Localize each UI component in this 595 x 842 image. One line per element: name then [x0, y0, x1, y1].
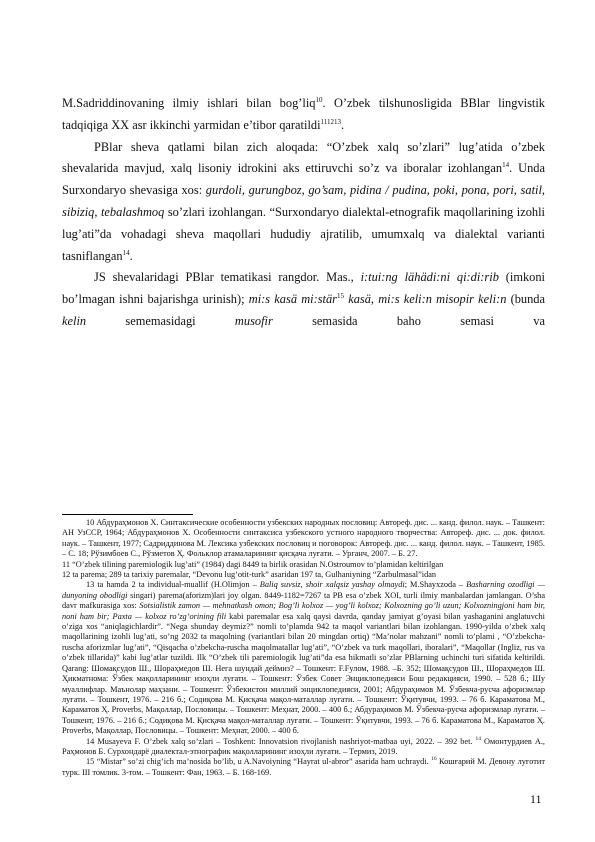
text-run: kabi paremalar esa xalq qaysi davrda, qanday jamiyat g’oyasi bilan yashaganini anglatuvchi o’ziga xos “aniqlagichlardir”. “Nega shunday deymiz?” nomli to’plamda 942 ta maqol variantlari bilan izohlangan. 1990-yilda o’zbek xalq maqollarining izohli lug’ati, so’ng 2032 ta maqolning (variantlari bilan 20 mingdan ortiq) “Ma’nolar mahzani” nomli to’plami , “O’zbekcha-ruscha aforizmlar lug’ati”, “Qisqacha o’zbekcha-ruscha maqolmatallar lug’ati”, “O’zbek va turk maqollari, iboralari”, “Maqollar (Ingliz, rus va o’zbek tillarida)” kabi lug’atlar tuzildi. Ilk “O’zbek tili paremiologik lug’ati”da esa hikmatli so’zlar PBlarning uchinchi turi sifatida keltirildi. Qarang: Шомақсудов Ш., Шораҳмедов Ш. Нега шундай деймиз? – Тошкент: F.Fулом, 1988. –Б. 352; Шомақсудов Ш., Шораҳмедов Ш. Ҳикматнома: Ўзбек мақолларининг изоҳли луғати. – Тошкент: Ўзбек Совет Энциклопедияси Бош редакцияси, 1990. – 528 б.; Шу муаллифлар. Маънолар маҳзани. – Тошкент: Ўзбекистон миллий энциклопедияси, 2001; Абдураҳимов М. Ўзбекча-русча афоризмлар луғати. – Тошкент, 1976. – 216 б.; Содиқова М. Қисқача мақол-маталлар луғати. – Тошкент: Ўқитувчи, 1993. – 76 б. Караматова М., Караматов Ҳ. Proverbs, Мақоллар, Пословицы. – Тошкент: Меҳнат, 2000. – 400 б.; Абдураҳимов М. Ўзбекча-русча афоризмлар луғати. – Тошкент, 1976. – 216 б.; Содиқова М. Қисқача мақол-маталлар луғати. – Тошкент: Ўқитувчи, 1993. – 76 б. Караматова М., Караматов Ҳ. Proverbs, Мақоллар, Пословицы. – Тошкент: Меҳнат, 2000. – 400 б.	[62, 611, 545, 736]
footnote-ref: 14	[475, 735, 481, 742]
page-number: 11	[530, 792, 542, 806]
text-run: 15 “Mistar” so’zi chig’ich ma’nosida bo’lib, u A.Navoiyning “Hayrat ul-abror” asarida ham uchraydi.	[86, 757, 432, 767]
text-run: semasida baho semasi va	[272, 313, 545, 328]
footnote-13	[62, 580, 545, 736]
text-run: so’zlari izohlangan. “Surxondaryo dialektal-etnografik maqollarining izohli lug’ati”da vohadagi sheva maqollari hududiy ajratilib, umumxalq va dialektal varianti tasniflangan	[62, 204, 545, 263]
dialect-words: gurdoli, gurungboz, go’sam, pidina / pudina, poki, pona, pori, satil, sibiziq, tebalashmoq	[62, 183, 545, 219]
quote: Basharning ozodligi — dunyoning obodligi	[62, 580, 545, 600]
text-run: (imkoni bo’lmagan ishni bajarishga urinish);	[62, 270, 545, 307]
dialect-example: kasä, mi:s keli:n misopir keli:n	[344, 292, 507, 307]
footnote-ref: 111213	[320, 117, 342, 126]
main-text	[62, 93, 545, 333]
dialect-word: musofir	[234, 313, 273, 328]
footnote-11: 11 “O’zbek tilining paremiologik lug’ati” (1984) dagi 8449 ta birlik orasidan N.Ostroumov to’plamidan keltirilgan	[62, 559, 444, 569]
text-run: . O’zbek tilshunosligida BBlar lingvistik tadqiqiga XX asr ikkinchi yarmidan e’tibor qaratildi	[62, 96, 545, 132]
footnote-12: 12 ta parema; 289 ta tarixiy paremalar, “Devonu lug’otit-turk” asaridan 197 ta, Gulhaniyning “Zarbulmasal”idan	[62, 570, 437, 580]
text-run: Омонтурдиев А., Раҳмонов Б. Сурхондарё диалектал-этнографик мақолларининг изоҳли луғати. – Термиз, 2019.	[62, 736, 545, 756]
dialect-example: i:tui:ng lähädi:ni qi:di:rib	[360, 270, 499, 285]
paragraph-2	[62, 137, 545, 268]
text-run: . Unda Surxondaryo shevasiga xos:	[62, 161, 545, 198]
footnote-ref: 10	[315, 95, 323, 104]
text-run: sememasidagi	[86, 313, 235, 328]
footnote-ref: 14	[122, 248, 130, 257]
text-run: .	[341, 117, 345, 132]
footnote-10: 10 Абдураҳмонов Х. Синтаксические особенности узбекских народных пословиц: Автореф. дис. ... канд. филол. наук. – Ташкент: АН УзССР, 1964; Абдураҳмонов Х. Особенности синтаксиса узбекского устного народного творчества: Автореф. дис. ... док. филол. наук. – Ташкент, 1977; Садриддинова М. Лексика узбекских пословиц и поговорок: Автореф. дис. ... канд. филол. наук. – Ташкент, 1985. – С. 18; Рўзимбоев С., Рўзметов Ҳ. Фольклор атамаларининг қисқача луғати. – Урганч, 2007. – Б. 27.	[62, 518, 545, 559]
text-run: PBlar sheva qatlami bilan zich aloqada: “O’zbek xalq so’zlari” lug’atida o’zbek shevalarida mavjud, xalq lisoniy idrokini aks ettiruvchi so’z va iboralar izohlangan	[62, 139, 545, 176]
text-run: .	[129, 248, 133, 263]
text-run: (bunda	[506, 292, 545, 307]
text-run: Кошғарий М. Девону луғотит турк. III томлик. 3-том. – Тошкент: Фан, 1963. – Б. 168-169.	[62, 757, 546, 777]
dialect-example: mi:s kasä mi:stär	[248, 292, 337, 307]
footnote-14	[62, 737, 545, 758]
dialect-word: kelin	[62, 313, 87, 328]
paragraph-1	[62, 93, 545, 137]
footnote-15	[62, 757, 545, 778]
text-run: 13 ta hamda 2 ta individual-muallif (H.Olimjon –	[86, 580, 260, 590]
text-run: M.Sadriddinovaning ilmiy ishlari bilan bog’liq	[62, 96, 316, 110]
footnote-ref: 14	[502, 161, 510, 170]
quote: Baliq suvsiz, shoir xalqsiz yashay olmaydi	[259, 580, 405, 590]
paragraph-3	[62, 267, 545, 332]
footnotes	[62, 518, 545, 778]
quote: Sotsialistik zamon — mehnatkash omon; Bog’li kolxoz — yog’li kolxoz; Kolxozning go’li uzun; Kolxozningjoni ham bir, noni ham bir; Paxta — kolxoz ro’zg’orining fili	[62, 601, 545, 621]
footnote-ref: 16	[431, 756, 437, 763]
footnote-ref: 15	[337, 292, 344, 301]
text-run: ; M.Shayxzoda –	[404, 580, 467, 590]
text-run: 14 Musayeva F. O’zbek xalq so’zlari – Toshkent: Innovatsion rivojlanish nashriyot-matbaa uyi, 2022. – 392 bet.	[86, 736, 476, 746]
footnote-separator	[62, 514, 193, 515]
text-run: JS shevalaridagi PBlar tematikasi rangdor. Mas.,	[94, 270, 361, 285]
text-run: singari) parema(aforizm)lari joy olgan. 8449-1182=7267 ta PB esa o’zbek XOI, turli ilmiy manbalardan jamlangan. O’sha davr mafkurasiga xos:	[62, 590, 546, 611]
